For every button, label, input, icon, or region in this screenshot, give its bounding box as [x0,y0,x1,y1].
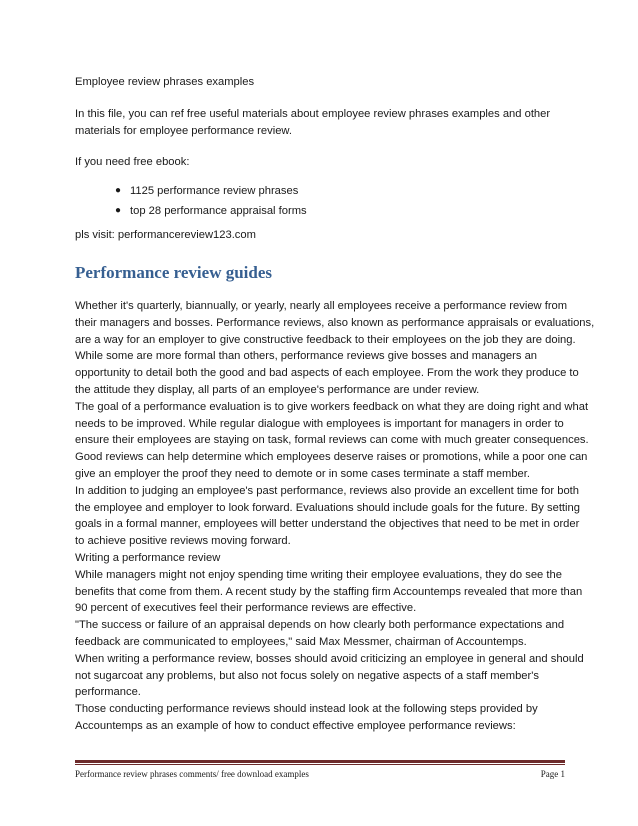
body-line: feedback are communicated to employees," said Max Messmer, chairman of Accountemps. [75,635,527,648]
body-line: Whether it's quarterly, biannually, or yearly, nearly all employees receive a performance review from [75,299,568,312]
visit-line: pls visit: performancereview123.com [75,229,256,242]
section-heading: Performance review guides [75,262,273,282]
body-line: goals in a formal manner, employees will better understand the objectives that need to be met in order [75,518,580,531]
body-line: Those conducting performance reviews should instead look at the following steps provided by [75,703,538,716]
page-number: Page 1 [540,769,565,779]
bullet-icon: ● [115,185,122,197]
intro-paragraph-line: materials for employee performance review. [75,124,293,137]
body-line: the employee and employer to look forward. Evaluations should include goals for the future. By setting [75,501,580,514]
body-line: While some are more formal than others, performance reviews give bosses and managers an [75,350,538,363]
spacer [75,91,565,106]
footer-text: Performance review phrases comments/ free download examples [75,769,309,779]
bullet-text: 1125 performance review phrases [130,185,299,198]
body-line: "The success or failure of an appraisal depends on how clearly both performance expectations and [75,619,565,632]
body-line: their managers and bosses. Performance reviews, also known as performance appraisals or evaluations, [75,316,595,329]
body-line: give an employer the proof they need to demote or in some cases terminate a staff member. [75,467,530,480]
ebook-bullet-list [75,181,565,221]
body-line: the attitude they display, all parts of an employee's performance are under review. [75,383,480,396]
body-line: The goal of a performance evaluation is to give workers feedback on what they are doing right and what [75,400,589,413]
subheading-line: Writing a performance review [75,551,221,564]
body-line: In addition to judging an employee's past performance, reviews also provide an excellent time for both [75,484,579,497]
body-line: performance. [75,686,141,699]
body-line: to achieve positive reviews moving forward. [75,535,291,548]
intro-paragraph-line: In this file, you can ref free useful materials about employee review phrases examples and other [75,107,551,120]
body-line: benefits that come from them. A recent study by the staffing firm Accountemps revealed that more than [75,585,583,598]
body-line: Good reviews can help determine which employees deserve raises or promotions, while a poor one can [75,451,588,464]
bullet-item [75,201,565,221]
body-line: Accountemps as an example of how to conduct effective employee performance reviews: [75,719,516,732]
spacer [75,139,565,154]
body-line: While managers might not enjoy spending time writing their employee evaluations, they do see the [75,568,562,581]
section-body [75,298,595,735]
bullet-text: top 28 performance appraisal forms [130,205,307,218]
page-content [75,74,595,735]
body-line: needs to be improved. While regular dialogue with employees is important for managers in order to [75,417,564,430]
body-line: are a way for an employer to give constructive feedback to their employees on the job they are doing. [75,333,576,346]
footer-divider [75,760,565,763]
document-title-line: Employee review phrases examples [75,76,255,88]
body-line: opportunity to detail both the good and bad aspects of each employee. From the work they produce to [75,367,579,380]
body-line: not sugarcoat any problems, but also not focus solely on negative aspects of a staff member's [75,669,539,682]
body-line: 90 percent of executives feel their performance reviews are effective. [75,602,417,615]
bullet-icon: ● [115,205,122,217]
body-line: When writing a performance review, bosses should avoid criticizing an employee in general and should [75,652,584,665]
footer-divider-thin [75,764,565,765]
bullet-item [75,181,565,201]
body-line: ensure their employees are staying on task, formal reviews can come with much greater consequences. [75,434,589,447]
ebook-prompt: If you need free ebook: [75,156,190,169]
